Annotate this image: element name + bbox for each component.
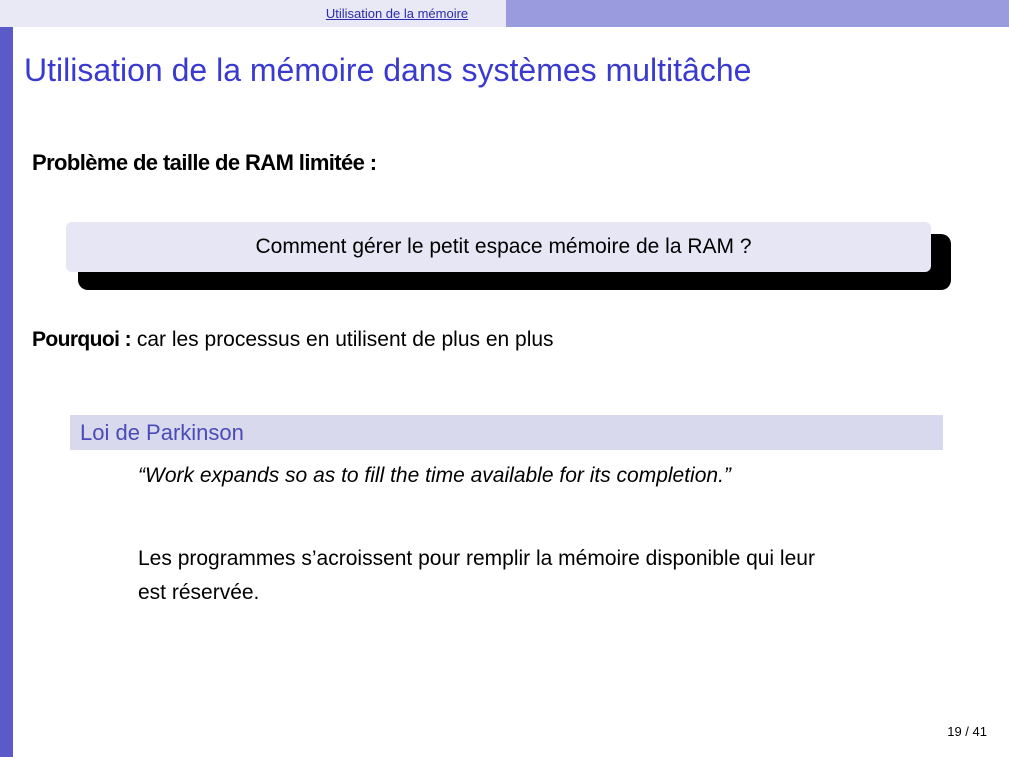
parkinson-quote: [138, 460, 828, 492]
parkinson-title: Loi de Parkinson: [80, 419, 244, 445]
slide-topbar: [0, 0, 1009, 27]
topbar-tab-utilisation-memoire[interactable]: [288, 0, 506, 27]
callout-box: [66, 222, 931, 272]
problem-heading: Problème de taille de RAM limitée :: [32, 150, 377, 175]
topbar-left-panel: [0, 0, 288, 27]
left-accent-bar: [0, 27, 13, 757]
callout-container: [66, 222, 951, 290]
pourquoi-text: car les processus en utilisent de plus en plus: [136, 328, 554, 351]
pourquoi-line: [32, 328, 554, 352]
page-title: Utilisation de la mémoire dans systèmes multitâche: [24, 52, 752, 88]
parkinson-band: [70, 415, 943, 450]
pourquoi-label: Pourquoi :: [32, 328, 131, 351]
parkinson-quote-text: “Work expands so as to fill the time available for its completion.”: [138, 464, 731, 487]
topbar-tab-label: Utilisation de la mémoire: [325, 6, 469, 21]
parkinson-translation: Les programmes s’acroissent pour remplir la mémoire disponible qui leur est réservée.: [138, 547, 815, 604]
page-number: 19 / 41: [947, 724, 987, 739]
callout-text: Comment gérer le petit espace mémoire de la RAM ?: [255, 235, 752, 258]
